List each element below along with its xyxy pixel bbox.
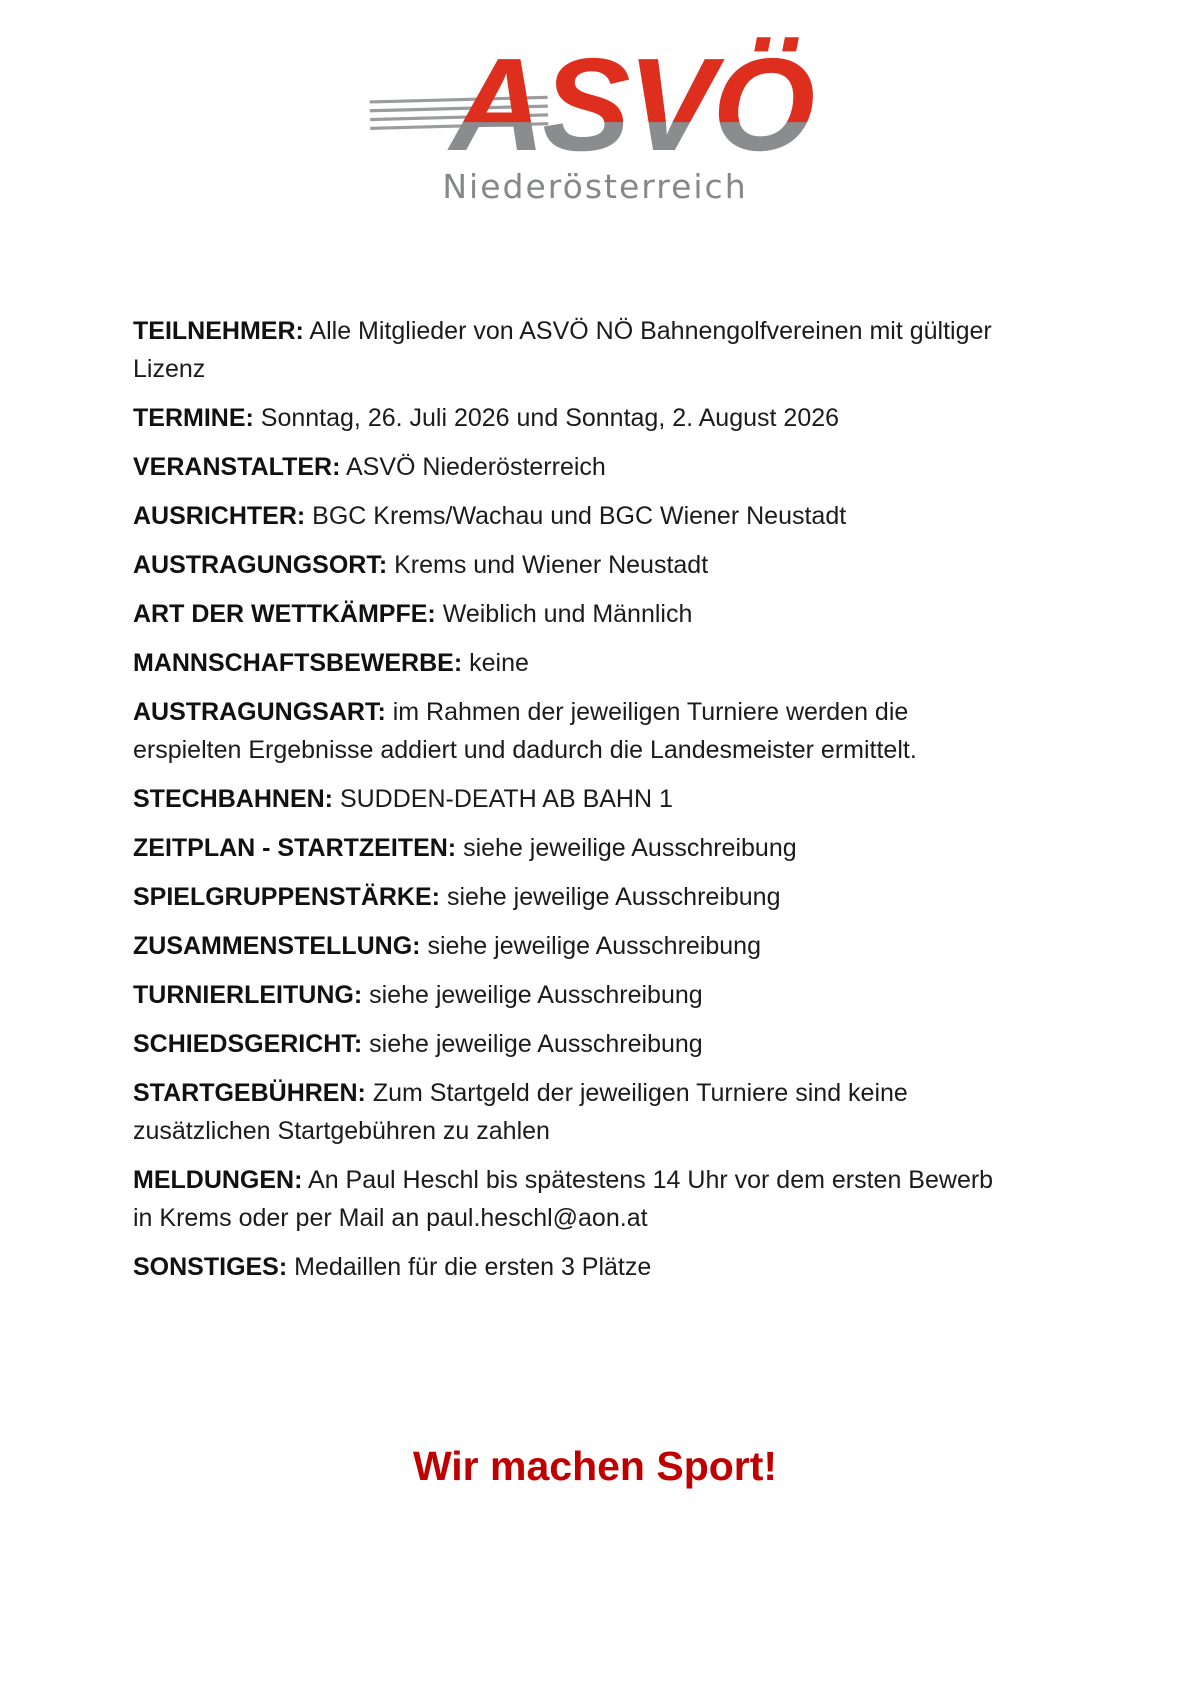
spec-value: im Rahmen der jeweiligen Turniere werden die erspielten Ergebnisse addiert und dadurch die Landesmeister ermittelt. bbox=[133, 698, 917, 764]
slogan: Wir machen Sport! bbox=[412, 1443, 778, 1489]
spec-value: Weiblich und Männlich bbox=[442, 600, 693, 628]
spec-mannschaftsbewerbe bbox=[133, 644, 1013, 682]
spec-value: Medaillen für die ersten 3 Plätze bbox=[294, 1253, 652, 1281]
spec-art-der-wettkaempfe bbox=[133, 595, 1013, 633]
spec-teilnehmer bbox=[133, 312, 1013, 388]
logo-region-text: Niederösterreich bbox=[442, 167, 748, 206]
spec-value: siehe jeweilige Ausschreibung bbox=[369, 981, 703, 1009]
spec-austragungsort bbox=[133, 546, 1013, 584]
spec-meldungen bbox=[133, 1161, 1013, 1237]
spec-termine bbox=[133, 399, 1013, 437]
spec-label: MELDUNGEN: bbox=[133, 1166, 303, 1194]
spec-value: Krems und Wiener Neustadt bbox=[394, 551, 709, 579]
spec-value: Zum Startgeld der jeweiligen Turniere sind keine zusätzlichen Startgebühren zu zahlen bbox=[133, 1079, 908, 1145]
spec-label: AUSRICHTER: bbox=[133, 502, 306, 530]
spec-label: AUSTRAGUNGSART: bbox=[133, 698, 386, 726]
spec-value: BGC Krems/Wachau und BGC Wiener Neustadt bbox=[312, 502, 847, 530]
spec-spielgruppenstaerke bbox=[133, 878, 1013, 916]
spec-list bbox=[133, 312, 1013, 1297]
asvo-logo bbox=[185, 8, 1005, 163]
spec-value: SUDDEN-DEATH AB BAHN 1 bbox=[339, 785, 673, 813]
spec-value: An Paul Heschl bis spätestens 14 Uhr vor dem ersten Bewerb in Krems oder per Mail an paul.heschl@aon.at bbox=[133, 1166, 994, 1232]
spec-value: siehe jeweilige Ausschreibung bbox=[427, 932, 761, 960]
spec-label: ART DER WETTKÄMPFE: bbox=[133, 600, 436, 628]
logo-brand-text: ASVÖ bbox=[450, 31, 813, 163]
spec-value: siehe jeweilige Ausschreibung bbox=[463, 834, 797, 862]
spec-turnierleitung bbox=[133, 976, 1013, 1014]
spec-label: TEILNEHMER: bbox=[133, 317, 304, 345]
spec-value: siehe jeweilige Ausschreibung bbox=[369, 1030, 703, 1058]
spec-zusammenstellung bbox=[133, 927, 1013, 965]
spec-veranstalter bbox=[133, 448, 1013, 486]
spec-startgebuehren bbox=[133, 1074, 1013, 1150]
spec-value: siehe jeweilige Ausschreibung bbox=[446, 883, 781, 911]
spec-label: SCHIEDSGERICHT: bbox=[133, 1030, 363, 1058]
spec-value: keine bbox=[469, 649, 529, 677]
spec-label: TURNIERLEITUNG: bbox=[133, 981, 363, 1009]
spec-label: SPIELGRUPPENSTÄRKE: bbox=[133, 883, 440, 911]
spec-label: AUSTRAGUNGSORT: bbox=[133, 551, 388, 579]
spec-value: ASVÖ Niederösterreich bbox=[345, 453, 606, 481]
spec-sonstiges bbox=[133, 1248, 1013, 1286]
spec-label: TERMINE: bbox=[133, 404, 254, 432]
spec-ausrichter bbox=[133, 497, 1013, 535]
spec-stechbahnen bbox=[133, 780, 1013, 818]
spec-value: Alle Mitglieder von ASVÖ NÖ Bahnengolfvereinen mit gültiger Lizenz bbox=[133, 317, 992, 383]
spec-zeitplan-startzeiten bbox=[133, 829, 1013, 867]
spec-label: STARTGEBÜHREN: bbox=[133, 1079, 366, 1107]
spec-schiedsgericht bbox=[133, 1025, 1013, 1063]
spec-label: ZEITPLAN - STARTZEITEN: bbox=[133, 834, 457, 862]
spec-austragungsart bbox=[133, 693, 1013, 769]
spec-label: SONSTIGES: bbox=[133, 1253, 288, 1281]
logo-block bbox=[0, 8, 1190, 205]
spec-label: MANNSCHAFTSBEWERBE: bbox=[133, 649, 463, 677]
spec-label: STECHBAHNEN: bbox=[133, 785, 333, 813]
spec-value: Sonntag, 26. Juli 2026 und Sonntag, 2. August 2026 bbox=[260, 404, 840, 432]
spec-label: ZUSAMMENSTELLUNG: bbox=[133, 932, 421, 960]
spec-label: VERANSTALTER: bbox=[133, 453, 341, 481]
